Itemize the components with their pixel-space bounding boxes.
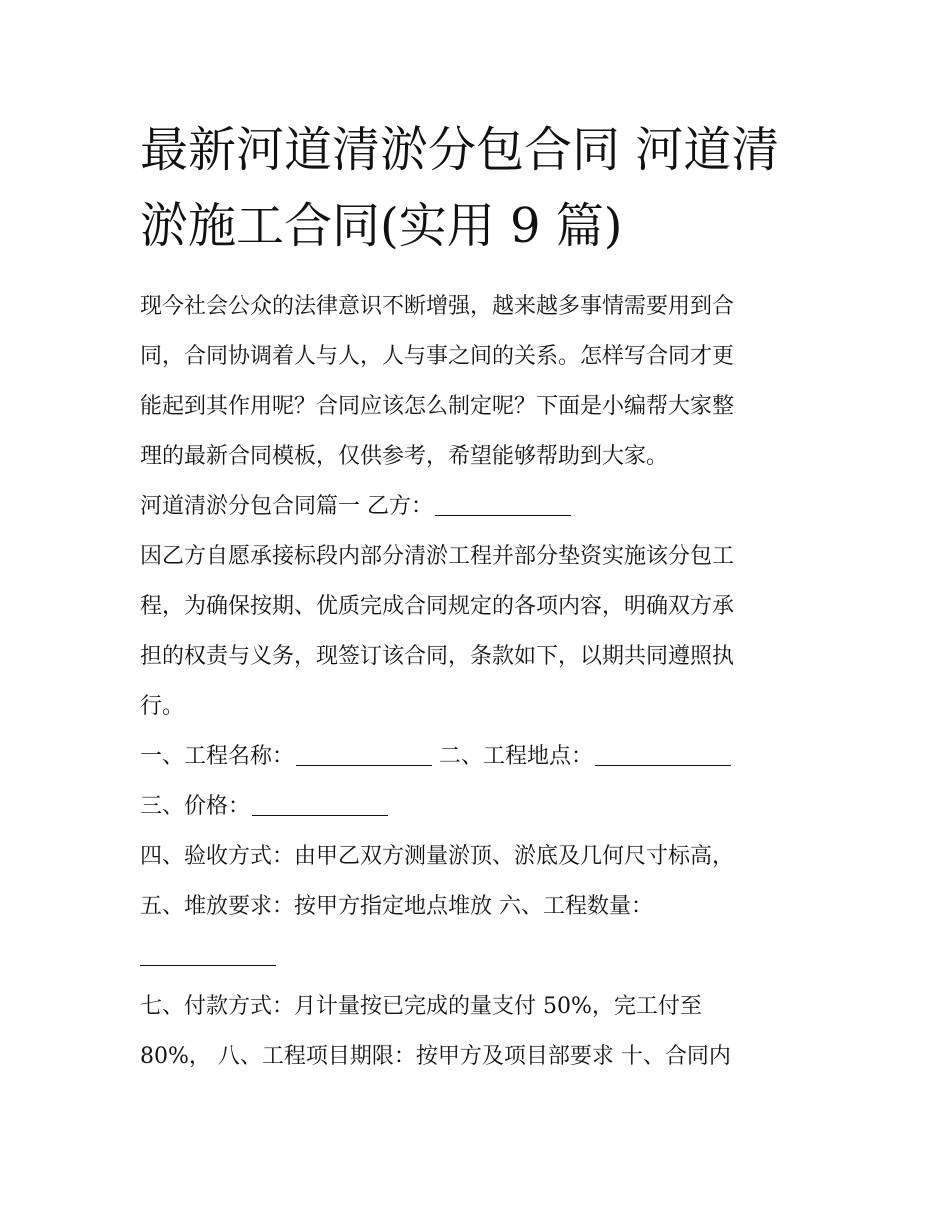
price-line <box>140 782 840 832</box>
contract-purpose-line-3: 担的权责与义务，现签订该合同，条款如下，以期共同遵照执 <box>140 644 735 669</box>
price-blank <box>252 793 388 816</box>
payment-line-2: 80%， 八、工程项目期限：按甲方及项目部要求 十、合同内 <box>140 1044 731 1069</box>
intro-line-1: 现今社会公众的法律意识不断增强，越来越多事情需要用到合 <box>140 294 735 319</box>
title-line-2: 淤施工合同(实用 9 篇) <box>140 198 623 254</box>
party-b-label: 河道清淤分包合同篇一 乙方： <box>140 494 433 519</box>
party-b-line <box>140 482 840 532</box>
title-line-1: 最新河道清淤分包合同 河道清 <box>140 122 780 178</box>
project-location-blank <box>595 743 731 766</box>
contract-purpose-line-1: 因乙方自愿承接标段内部分清淤工程并部分垫资实施该分包工 <box>140 544 735 569</box>
intro-line-4: 理的最新合同模板，仅供参考，希望能够帮助到大家。 <box>140 444 669 469</box>
quantity-blank-line <box>140 932 840 982</box>
acceptance-method-line: 四、验收方式：由甲乙双方测量淤顶、淤底及几何尺寸标高， <box>140 844 735 869</box>
party-b-blank <box>435 493 571 516</box>
price-label: 三、价格： <box>140 794 251 819</box>
document-body <box>140 282 840 1082</box>
project-location-label: 二、工程地点： <box>439 744 594 769</box>
document-title <box>140 112 820 264</box>
contract-purpose-line-2: 程，为确保按期、优质完成合同规定的各项内容，明确双方承 <box>140 594 735 619</box>
intro-line-2: 同，合同协调着人与人，人与事之间的关系。怎样写合同才更 <box>140 344 735 369</box>
intro-line-3: 能起到其作用呢？合同应该怎么制定呢？下面是小编帮大家整 <box>140 394 735 419</box>
contract-purpose-line-4: 行。 <box>140 694 185 719</box>
project-name-blank <box>296 743 432 766</box>
project-name-location-line <box>140 732 840 782</box>
storage-quantity-line: 五、堆放要求：按甲方指定地点堆放 六、工程数量： <box>140 894 653 919</box>
quantity-blank <box>140 943 276 966</box>
payment-line-1: 七、付款方式：月计量按已完成的量支付 50%，完工付至 <box>140 994 702 1019</box>
project-name-label: 一、工程名称： <box>140 744 295 769</box>
